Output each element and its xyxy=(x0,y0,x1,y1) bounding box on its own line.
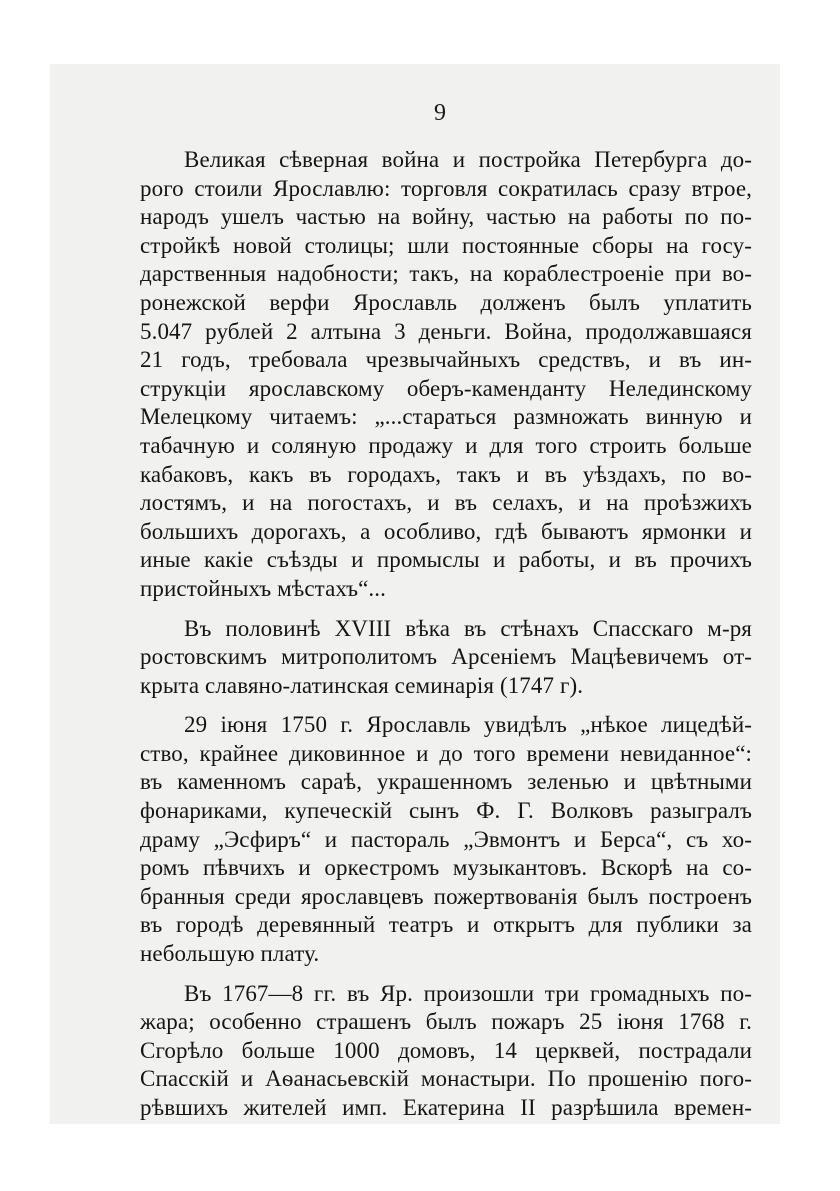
text-line: крыта славяно-латинская семинарія (1747 г). xyxy=(140,672,584,698)
text-line: 21 годъ, требовала чрезвычайныхъ средствъ, и въ ин- xyxy=(140,347,752,373)
text-line: стройкѣ новой столицы; шли постоянные сборы на госу- xyxy=(140,232,752,258)
text-line: небольшую плату. xyxy=(140,941,320,967)
page-number: 9 xyxy=(434,100,446,126)
text-line: рого стоили Ярославлю: торговля сократилась сразу втрое, xyxy=(140,175,752,201)
text-line: ростовскимъ митрополитомъ Арсеніемъ Мацѣевичемъ от- xyxy=(140,644,752,670)
paragraph-gap xyxy=(140,700,752,711)
paragraph-gap xyxy=(140,604,752,615)
text-line: въ каменномъ сараѣ, украшенномъ зеленью и цвѣтными xyxy=(140,769,752,795)
text-line: пристойныхъ мѣстахъ“... xyxy=(140,575,386,601)
text-line: Сгорѣло больше 1000 домовъ, 14 церквей, пострадали xyxy=(140,1037,752,1063)
text-line: 29 іюня 1750 г. Ярославль увидѣлъ „нѣкое лицедѣй- xyxy=(184,712,752,738)
text-line: ронежской верфи Ярославль долженъ былъ уплатить xyxy=(140,289,752,315)
text-line: дарственныя надобности; такъ, на кораблестроеніе при во- xyxy=(140,261,752,287)
text-line: Въ 1767—8 гг. въ Яр. произошли три громадныхъ по- xyxy=(184,980,752,1006)
text-line: лостямъ, и на погостахъ, и въ селахъ, и на проѣзжихъ xyxy=(140,490,752,516)
paragraph-3 xyxy=(140,711,752,968)
paragraph-2 xyxy=(140,615,752,701)
text-line: 5.047 рублей 2 алтына 3 деньги. Война, продолжавшаяся xyxy=(140,318,752,344)
text-line: рѣвшихъ жителей имп. Екатерина II разрѣшила времен- xyxy=(140,1095,752,1120)
text-line: ромъ пѣвчихъ и оркестромъ музыкантовъ. Вскорѣ на со- xyxy=(140,855,752,881)
text-line: струкціи ярославскому оберъ-каменданту Нелединскому xyxy=(140,375,752,401)
text-line: Спасскій и Аѳанасьевскій монастыри. По прошенію пого- xyxy=(140,1066,752,1092)
paragraph-1 xyxy=(140,146,752,604)
text-line: народъ ушелъ частью на войну, частью на работы по по- xyxy=(140,204,752,230)
paragraph-gap xyxy=(140,969,752,980)
text-line: драму „Эсфиръ“ и пастораль „Эвмонтъ и Берса“, съ хо- xyxy=(140,826,752,852)
text-line: Въ половинѣ XVIII вѣка въ стѣнахъ Спасскаго м-ря xyxy=(184,615,752,641)
text-line: иные какіе съѣзды и промыслы и работы, и въ прочихъ xyxy=(140,547,752,573)
text-line: ство, крайнее диковинное и до того времени невиданное“: xyxy=(140,740,752,766)
text-line: бранныя среди ярославцевъ пожертвованія былъ построенъ xyxy=(140,883,752,909)
text-line: большихъ дорогахъ, а особливо, гдѣ бываютъ ярмонки и xyxy=(140,518,752,544)
text-line: фонариками, купеческій сынъ Ф. Г. Волковъ разыгралъ xyxy=(140,798,752,824)
text-line: Великая сѣверная война и постройка Петербурга до- xyxy=(184,147,752,172)
text-line: табачную и соляную продажу и для того строить больше xyxy=(140,432,752,458)
text-line: въ городѣ деревянный театръ и открытъ для публики за xyxy=(140,912,752,938)
text-line: жара; особенно страшенъ былъ пожаръ 25 іюня 1768 г. xyxy=(140,1009,752,1035)
text-line: кабаковъ, какъ въ городахъ, такъ и въ уѣздахъ, по во- xyxy=(140,461,752,487)
text-line: Мелецкому читаемъ: „...стараться размножать винную и xyxy=(140,404,752,430)
paragraph-4 xyxy=(140,980,752,1123)
body-text xyxy=(140,146,752,1123)
